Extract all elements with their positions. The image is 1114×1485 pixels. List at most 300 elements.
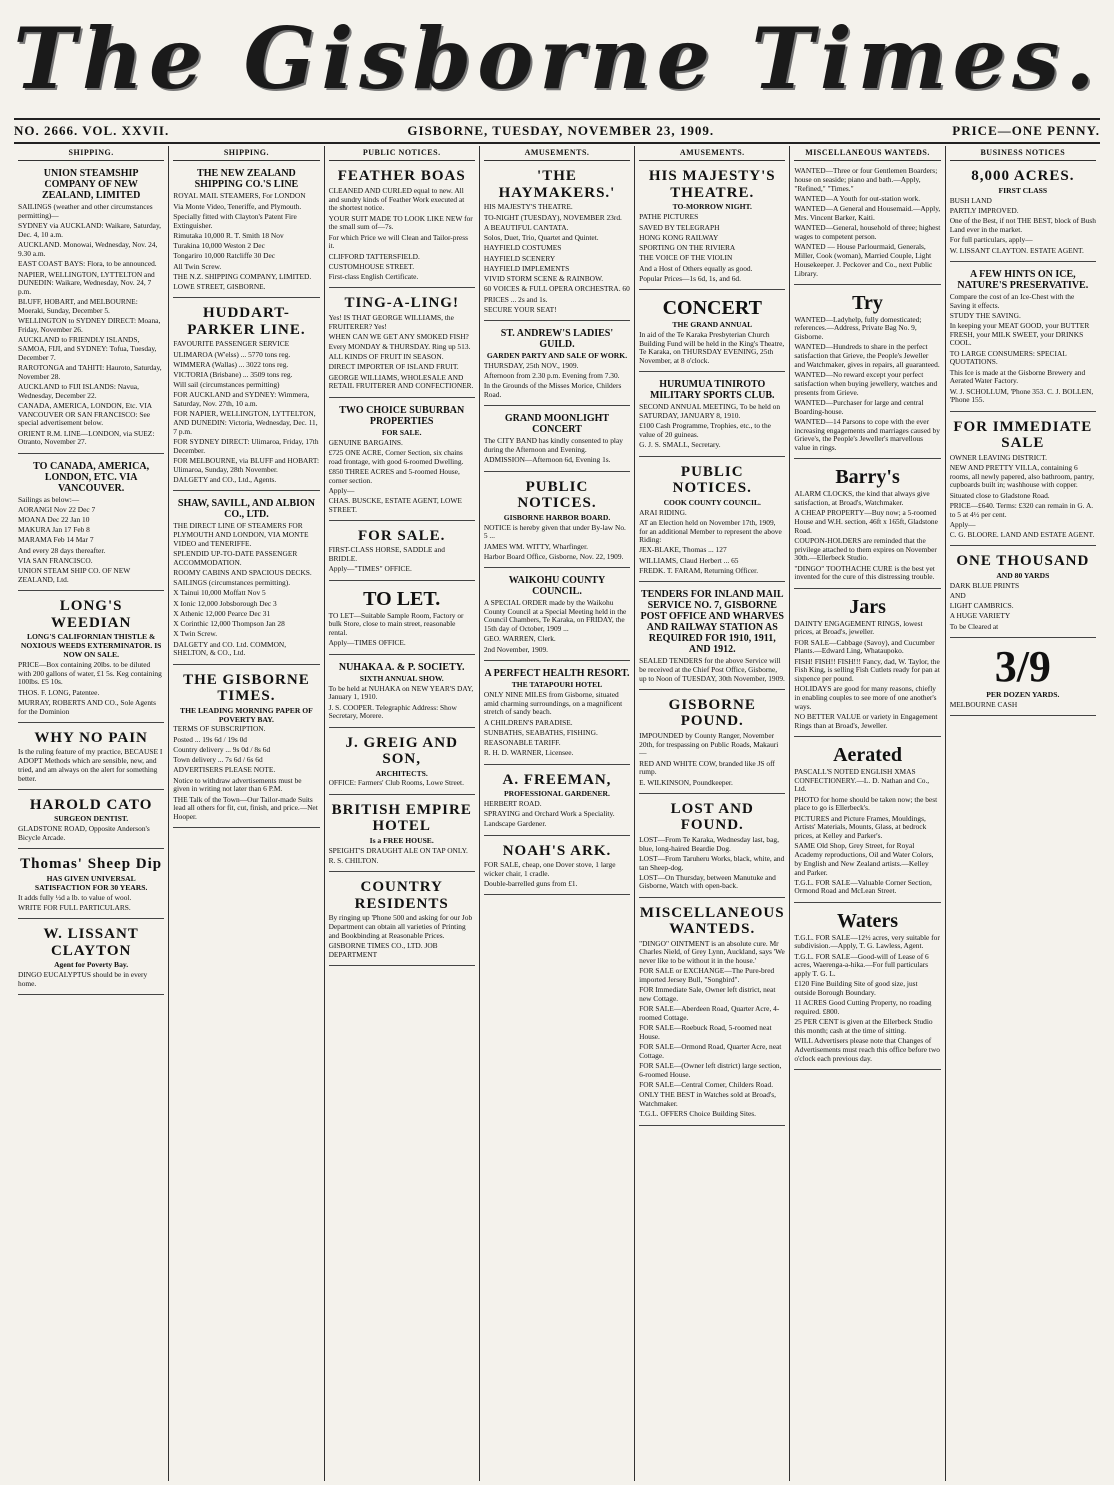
ad-text-line: Situated close to Gladstone Road. [949,490,1050,500]
ad-text-line: SPLENDID UP-TO-DATE PASSENGER ACCOMMODATION. [173,549,298,567]
ad-text-line: J. S. COOPER. Telegraphic Address: Show Secretary, Morere. [328,702,457,721]
ad-text-line: ROYAL MAIL STEAMERS, For LONDON [173,191,306,201]
advertisement [484,768,630,836]
ad-text-line: Apply—"TIMES" OFFICE. [328,564,412,574]
ad-text-line: The CITY BAND has kindly consented to play during the Afternoon and Evening. [483,436,623,455]
ad-title: TING-A-LING! [344,295,459,312]
ad-text-line: SECOND ANNUAL MEETING, To be held on SATURDAY, JANUARY 8, 1910. [639,402,781,421]
ad-text-line: WANTED—Ladyhelp, fully domesticated; references.—Address, Private Bag No. 9, Gisborne. [794,314,922,342]
ad-text-line: Rimutaka 10,000 R. T. Smith 18 Nov [173,230,284,240]
ad-text-line: GLADSTONE ROAD, Opposite Anderson's Bicycle Arcade. [18,824,150,843]
ad-text-line: LOST—From Taruheru Works, black, white, and tan Sheep-dog. [639,853,785,872]
ad-text-line: X Athenic 12,000 Pearce Dec 31 [173,608,271,618]
ad-text-line: NEW AND PRETTY VILLA, containing 6 rooms, all newly papered, also bathroom, pantry, cupboards built in; washhouse with copper. [949,462,1095,490]
ad-text-line: PRICES ... 2s and 1s. [483,294,548,304]
advertisement [329,164,475,288]
columns [14,146,1100,1481]
ad-title: BRITISH EMPIRE HOTEL [331,801,472,835]
ad-title: Waters [837,909,899,932]
ad-text-line: AORANGI Nov 22 Dec 7 [18,504,96,514]
newspaper-title: The Gisborne Times. [13,9,1101,108]
ad-title: Jars [849,595,886,618]
ad-subtitle: THE GRAND ANNUAL [672,320,753,330]
ad-subtitle: GISBORNE HARBOR BOARD. [503,512,611,522]
ad-title: 3/9 [994,641,1051,691]
advertisement [329,291,475,397]
ad-text-line: Sailings as below:— [18,494,80,504]
ad-text-line: Tongariro 10,000 Ratcliffe 30 Dec [173,251,276,261]
ad-text-line: CUSTOMHOUSE STREET. [328,261,415,271]
ad-title: WAIKOHU COUNTY COUNCIL. [508,575,606,597]
ad-subtitle: LONG'S CALIFORNIAN THISTLE & NOXIOUS WEEDS EXTERMINATOR. IS NOW ON SALE. [20,632,162,660]
ad-text-line: FAVOURITE PASSENGER SERVICE [173,339,290,349]
ad-title: HURUMUA TINIROTO MILITARY SPORTS CLUB. [649,379,775,402]
ad-text-line: FOR SALE—Ormond Road, Quarter Acre, neat Cottage. [639,1042,782,1061]
ad-text-line: For which Price we will Clean and Tailor-press it. [328,232,468,251]
ad-text-line: For full particulars, apply— [949,235,1033,245]
ad-text-line: THE DIRECT LINE OF STEAMERS FOR PLYMOUTH AND LONDON, VIA MONTE VIDEO and TENERIFFE. [173,521,309,548]
ad-title: ONE THOUSAND [956,553,1090,570]
advertisement [329,401,475,521]
ad-title: UNION STEAMSHIP COMPANY OF NEW ZEALAND, LIMITED [41,168,141,202]
ad-title: THE GISBORNE TIMES. [183,671,310,705]
ad-text-line: HONG KONG RAILWAY [639,232,719,242]
ad-text-line: RED AND WHITE COW, branded like JS off rump. [639,758,775,777]
ad-text-line: "DINGO" TOOTHACHE CURE is the best yet invented for the cure of this distressing trouble. [794,563,935,582]
ad-text-line: SPRAYING and Orchard Work a Speciality. [483,809,615,819]
ad-text-line: Apply— [328,485,355,495]
ad-text-line: In aid of the Te Karaka Presbyterian Church Building Fund will be held in the King's Theatre, Te Karaka, on THURSDAY EVENING, 25th November, at 8 o'clock. [639,329,785,366]
ad-text-line: UNION STEAM SHIP CO. OF NEW ZEALAND, Ltd. [18,566,131,584]
advertisement [173,668,319,829]
ad-text-line: BUSH LAND [949,195,992,205]
ad-text-line: PHOTO for home should be taken now; the best place to go is Ellerbeck's. [794,794,938,813]
ad-text-line: WELLINGTON to SYDNEY DIRECT: Moana, Friday, November 26. [18,316,161,334]
ad-text-line: X Twin Screw. [173,629,218,639]
ad-text-line: Solos, Duet, Trio, Quartet and Quintet. [483,233,599,243]
ad-text-line: WILL Advertisers please note that Changes of Advertisements must reach this office before two o'clock each previous day. [794,1036,940,1063]
ad-text-line: WANTED—No reward except your perfect satisfaction when buying jewellery, watches and presents from Grieve. [794,370,938,397]
ad-text-line: BLUFF, HOBART, and MELBOURNE: Moeraki, Sunday, December 5. [18,297,138,316]
advertisement [329,524,475,581]
advertisement [484,409,630,471]
ad-title: CONCERT [662,297,762,320]
advertisement [639,693,785,794]
ad-title: HAROLD CATO [29,796,153,813]
advertisement [18,922,164,995]
ad-subtitle: Is a FREE HOUSE. [369,835,434,845]
ad-text-line: FOR SALE—Central Corner, Childers Road. [639,1080,774,1090]
ad-text-line: ULIMAROA (W'elss) ... 5770 tons reg. [173,349,291,359]
ad-title: FOR SALE. [358,527,446,544]
ad-text-line: E. WILKINSON, Poundkeeper. [639,777,733,787]
ad-text-line: THOS. F. LONG, Patentee. [18,687,100,697]
ad-title: MISCELLANEOUS WANTEDS. [639,904,785,938]
ad-text-line: SAILINGS (weather and other circumstances permitting)— [18,202,153,221]
ad-text-line: A SPECIAL ORDER made by the Waikohu County Council at a Special Meeting held in the Council Chambers, Te Karaka, on FRIDAY, the 15th day of October, 1909 ... [483,598,627,634]
ad-text-line: SAILINGS (circumstances permitting). [173,578,291,588]
ad-title: TWO CHOICE SUBURBAN PROPERTIES [339,404,465,427]
ad-text-line: COUPON-HOLDERS are reminded that the privilege attached to them expires on November 30th.—Ellerbeck Studio. [794,535,937,563]
ad-text-line: A CHILDREN'S PARADISE. [483,717,573,727]
ad-text-line: NAPIER, WELLINGTON, LYTTELTON and DUNEDIN: Waikare, Wednesday, Nov. 24, 7 p.m. [18,269,155,297]
column [635,146,790,1481]
advertisement [794,288,940,460]
ad-text-line: T.G.L. FOR SALE—Good-will of Lease of 6 acres, Waerenga-a-hika.—For full particulars apply T. G. L. [794,951,929,979]
ad-text-line: £100 Cash Programme, Trophies, etc., to the value of 20 guineas. [639,421,771,440]
ad-text-line: CLEANED AND CURLED equal to new. All and sundry kinds of Feather Work executed at the shortest notice. [328,185,465,213]
ad-text-line: DALGETY and CO., Ltd., Agents. [173,475,277,485]
ad-text-line: AUCKLAND. Monowai, Wednesday, Nov. 24, 9.30 a.m. [18,240,158,259]
ad-text-line: HIS MAJESTY'S THEATRE. [483,202,573,212]
advertisement [329,731,475,795]
ad-text-line: FOR NAPIER, WELLINGTON, LYTTELTON, AND DUNEDIN: Victoria, Wednesday, Dec. 11, 7 p.m. [173,409,318,436]
ad-text-line: 11 ACRES Good Cutting Property, no roading required. £800. [794,998,932,1017]
price: PRICE—ONE PENNY. [952,123,1100,138]
ad-text-line: NO BETTER VALUE or variety in Engagement Rings than at Broad's, Jeweller. [794,711,938,730]
ad-subtitle: AND 80 YARDS [996,570,1050,580]
ad-text-line: R. S. CHILTON. [328,855,379,865]
ad-text-line: JAMES WM. WITTY, Wharfinger. [483,541,588,551]
advertisement [484,164,630,321]
ad-text-line: 2nd November, 1909. [483,644,548,654]
ad-text-line: £725 ONE ACRE, Corner Section, six chains road frontage, with good 6-roomed Dwelling. [328,447,464,466]
advertisement [329,584,475,655]
ad-text-line: FIRST-CLASS HORSE, SADDLE and BRIDLE. [328,545,445,564]
ad-title: THE NEW ZEALAND SHIPPING CO.'S LINE [194,168,299,191]
ad-text-line: Harbor Board Office, Gisborne, Nov. 22, 1909. [483,551,624,561]
column-heading: AMUSEMENTS. [484,146,630,161]
ad-text-line: PICTURES and Picture Frames, Mouldings, Artists' Materials, Mounts, Glass, at bedrock prices, at Kelley and Parker's. [794,813,927,841]
advertisement [173,164,319,298]
ad-text-line: HERBERT ROAD. [483,798,542,808]
ad-text-line: In keeping your MEAT GOOD, your BUTTER FRESH, your MILK SWEET, your DRINKS COOL. [949,321,1090,348]
advertisement [794,906,940,1070]
ad-text-line: "DINGO" OINTMENT is an absolute cure. Mr Charles Nield, of Grey Lynn, Auckland, says 'We never like to be without it in the house.' [639,938,785,966]
ad-text-line: DINGO EUCALYPTUS should be in every home. [18,970,148,988]
ad-text-line: A BEAUTIFUL CANTATA. [483,222,569,232]
advertisement [18,793,164,849]
ad-subtitle: THE TATAPOURI HOTEL [511,679,603,689]
ad-text-line: ADMISSION—Afternoon 6d, Evening 1s. [483,455,611,465]
ad-title: Thomas' Sheep Dip [20,856,163,873]
ad-text-line: SPORTING ON THE RIVIERA [639,243,736,253]
column-heading: MISCELLANEOUS WANTEDS. [794,146,940,161]
ad-text-line: By ringing up 'Phone 500 and asking for our Job Department can obtain all varieties of Printing and Bookbinding at Reasonable Prices. [328,913,473,940]
ad-text-line: RAROTONGA and TAHITI: Hauroto, Saturday, November 28. [18,362,162,381]
ad-text-line: Afternoon from 2.30 p.m. Evening from 7.30. [483,371,620,381]
ad-text-line: SUNBATHS, SEABATHS, FISHING. [483,727,598,737]
advertisement [639,164,785,290]
ad-text-line: PRICE—Box containing 20lbs. to be diluted with 200 gallons of water, £1 5s. Keg containing 100lbs. £5 10s. [18,660,162,687]
ad-text-line: TO LET—Suitable Sample Room, Factory or bulk Store, close to main street, reasonable rental. [328,610,464,638]
advertisement [639,901,785,1126]
ad-text-line: Is the ruling feature of my practice, BECAUSE I ADOPT Methods which are sensible, new, and tried, and am always on the alert for something better. [18,747,163,783]
ad-subtitle: SIXTH ANNUAL SHOW. [359,673,444,683]
ad-text-line: THURSDAY, 25th NOV., 1909. [483,360,579,370]
ad-title: FEATHER BOAS [337,168,466,185]
advertisement [950,265,1096,412]
ad-text-line: W. J. SCHOLLUM, 'Phone 353. C. J. BOLLEN, 'Phone 155. [949,386,1094,405]
ad-text-line: ALL KINDS OF FRUIT IN SEASON. [328,352,444,362]
ad-text-line: WANTED—Purchaser for large and central Boarding-house. [794,397,924,416]
ad-title: COUNTRY RESIDENTS [354,879,449,912]
ad-text-line: HOLIDAYS are good for many reasons, chiefly in enabling couples to see more of one another's ways. [794,684,937,711]
ad-subtitle: FOR SALE. [381,427,422,437]
ad-text-line: FOR SALE—Aberdeen Road, Quarter Acre, 4-roomed Cottage. [639,1004,780,1023]
column [169,146,324,1481]
advertisement [794,740,940,903]
ad-title: GISBORNE POUND. [668,696,756,730]
ad-text-line: Via Monte Video, Teneriffe, and Plymouth. [173,201,302,211]
ad-text-line: Notice to withdraw advertisements must be given in writing not later than 6 P.M. [173,775,302,794]
ad-text-line: SECURE YOUR SEAT! [483,304,557,314]
ad-title: NUHAKA A. & P. SOCIETY. [338,661,465,673]
ad-text-line: Popular Prices—1s 6d, 1s, and 6d. [639,273,741,283]
ad-title: PUBLIC NOTICES. [517,478,597,512]
ad-text-line: Double-barrelled guns from £1. [483,879,578,889]
ad-text-line: OWNER LEAVING DISTRICT. [949,452,1047,462]
ad-text-line: WANTED—Three or four Gentlemen Boarders; house on seaside; piano and bath.—Apply, "Refined," "Times." [794,166,938,193]
column [946,146,1100,1481]
ad-text-line: It adds fully ½d a lb. to value of wool. [18,892,132,902]
advertisement [173,301,319,491]
ad-text-line: WRITE FOR FULL PARTICULARS. [18,902,131,912]
advertisement [639,460,785,583]
ad-text-line: To be held at NUHAKA on NEW YEAR'S DAY, January 1, 1910. [328,683,474,702]
ad-text-line: DARK BLUE PRINTS [949,580,1020,590]
ad-text-line: LOST—From Te Karaka, Wednesday last, bag, blue, long-haired Beardie Dog. [639,834,779,853]
ad-text-line: FOR SALE—(Owner left district) large section, 6-roomed House. [639,1061,782,1079]
column-heading: SHIPPING. [173,146,319,161]
ad-text-line: WANTED—Hundreds to share in the perfect satisfaction that Grieve, the People's Jeweller and Watchmaker, gives in repairs, all guaranteed. [794,342,940,369]
ad-text-line: Specially fitted with Clayton's Patent Fire Extinguisher. [173,211,297,230]
ad-text-line: Landscape Gardener. [483,819,547,829]
ad-text-line: GENUINE BARGAINS. [328,437,403,447]
ad-text-line: T.G.L. OFFERS Choice Building Sites. [639,1109,757,1119]
ad-text-line: NOTICE is hereby given that under By-law No. 5 ... [483,522,626,541]
place-date: GISBORNE, TUESDAY, NOVEMBER 23, 1909. [407,123,715,138]
ad-text-line: G. J. S. SMALL, Secretary. [639,440,721,450]
ad-text-line: FOR MELBOURNE, via BLUFF and HOBART: Ulimaroa, Sunday, 28th November. [173,456,320,474]
advertisement [484,664,630,765]
ad-title: PUBLIC NOTICES. [672,463,752,497]
ad-text-line: WANTED—A Youth for out-station work. [794,194,921,204]
column-heading: SHIPPING. [18,146,164,161]
ad-text-line: HAYFIELD SCENERY [483,253,556,263]
ad-text-line: TO-NIGHT (TUESDAY), NOVEMBER 23rd. [483,212,622,222]
advertisement [639,293,785,372]
ad-text-line: MURRAY, ROBERTS AND CO., Sole Agents for the Dominion [18,697,156,716]
ad-text-line: ALARM CLOCKS, the kind that always give satisfaction, at Broad's, Watchmaker. [794,489,930,507]
ad-text-line: OFFICE: Farmers' Club Rooms, Lowe Street. [328,778,464,788]
column [790,146,945,1481]
ad-text-line: FOR SALE—Cabbage (Savoy), and Cucumber Plants.—Edward Ling, Whataupoko. [794,637,935,656]
ad-text-line: SAVED BY TELEGRAPH [639,222,720,232]
ad-subtitle: GARDEN PARTY AND SALE OF WORK. [486,351,628,361]
ad-text-line: And every 28 days thereafter. [18,545,106,555]
advertisement [484,324,630,406]
advertisement [18,594,164,723]
ad-title: Try [852,291,883,314]
ad-title: A. FREEMAN, [502,771,612,788]
column-heading: PUBLIC NOTICES. [329,146,475,161]
ad-subtitle: PER DOZEN YARDS. [986,689,1060,699]
ad-subtitle: TO-MORROW NIGHT. [672,202,752,212]
ad-text-line: TERMS OF SUBSCRIPTION. [173,724,266,734]
ad-title: A FEW HINTS ON ICE, NATURE'S PRESERVATIVE. [957,268,1089,291]
advertisement [173,494,319,664]
ad-title: LONG'S WEEDIAN [50,598,132,631]
issue-number: NO. 2666. VOL. XXVII. [14,123,170,138]
ad-text-line: Turakina 10,000 Weston 2 Dec [173,241,265,251]
ad-text-line: FOR SALE or EXCHANGE—The Pure-bred imported Jersey Bull, "Songbird". [639,966,775,985]
ad-text-line: FOR AUCKLAND and SYDNEY: Wimmera, Saturday, Nov. 27th, 10 a.m. [173,390,310,409]
ad-text-line: STUDY THE SAVING. [949,310,1021,320]
ad-text-line: ORIENT R.M. LINE—LONDON, via SUEZ: Otranto, November 27. [18,428,155,447]
ad-title: LOST AND FOUND. [670,800,754,834]
ad-text-line: THE N.Z. SHIPPING COMPANY, LIMITED. [173,271,312,281]
ad-text-line: IMPOUNDED by County Ranger, November 20th, for trespassing on Public Roads, Makauri— [639,730,779,758]
ad-text-line: THE Talk of the Town—Our Tailor-made Suits lead all others for fit, cut, finish, and price.—Net Hooper. [173,794,318,822]
advertisement [639,585,785,690]
ad-text-line: 25 PER CENT is given at the Ellerbeck Studio this month; cash at the time of sitting. [794,1017,933,1036]
ad-title: 8,000 ACRES. [971,168,1075,185]
ad-text-line: MELBOURNE CASH [949,699,1018,709]
ad-text-line: MARAMA Feb 14 Mar 7 [18,535,94,545]
ad-text-line: Every MONDAY & THURSDAY. Ring up 513. [328,341,471,351]
ad-text-line: REASONABLE TARIFF. [483,738,561,748]
ad-text-line: VIVID STORM SCENE & RAINBOW. [483,274,604,284]
ad-text-line: Country delivery ... 9s 0d / 8s 6d [173,744,271,754]
column [14,146,169,1481]
ad-title: NOAH'S ARK. [502,842,612,859]
advertisement [329,658,475,728]
ad-title: HUDDART-PARKER LINE. [187,305,306,338]
ad-subtitle: PROFESSIONAL GARDENER. [504,789,610,798]
ad-text-line: DALGETY and CO. Ltd. COMMON, SHELTON, & CO., Ltd. [173,639,287,658]
ad-text-line: HAYFIELD IMPLEMENTS [483,263,570,273]
ad-text-line: All Twin Screw. [173,261,222,271]
ad-text-line: WANTED—14 Parsons to cope with the ever increasing engagements and marriages caused by Grieve's, the People's Jeweller's marvellous value in rings. [794,416,940,453]
advertisement [794,164,940,284]
ad-title: W. LISSANT CLAYTON [43,926,139,959]
ad-text-line: X Ionic 12,000 Jobsborough Dec 3 [173,598,277,608]
ad-text-line: FOR SALE, cheap, one Dover stove, 1 large wicker chair, 1 cradle. [483,860,616,878]
column-heading: AMUSEMENTS. [639,146,785,161]
advertisement [18,726,164,790]
ad-text-line: A HUGE VARIETY [949,611,1011,621]
advertisement [484,839,630,896]
ad-text-line: FREDK. T. FARAM, Returning Officer. [639,565,759,575]
ad-text-line: VIA SAN FRANCISCO. [18,555,93,565]
ad-text-line: PARTLY IMPROVED. [949,206,1019,216]
ad-title: Aerated [833,743,902,766]
ad-text-line: £850 THREE ACRES and 5-roomed House, corner section. [328,466,460,485]
ad-text-line: CANADA, AMERICA, LONDON, Etc. VIA VANCOUVER OR SAN FRANCISCO: See special advertisement below. [18,400,152,428]
advertisement [794,462,940,588]
ad-text-line: First-class English Certificate. [328,272,419,282]
ad-text-line: This Ice is made at the Gisborne Brewery and Aerated Water Factory. [949,367,1086,386]
advertisement [329,798,475,872]
ad-text-line: Posted ... 19s 6d / 19s 0d [173,734,247,744]
ad-text-line: W. LISSANT CLAYTON. ESTATE AGENT. [949,245,1084,255]
ad-text-line: R. H. D. WARNER, Licensee. [483,748,574,758]
ad-title: FOR IMMEDIATE SALE [953,418,1093,452]
ad-text-line: JEX-BLAKE, Thomas ... 127 [639,545,727,555]
ad-text-line: CLIFFORD TATTERSFIELD. [328,251,420,261]
advertisement [639,797,785,898]
ad-text-line: Town delivery ... 7s 6d / 6s 6d [173,755,263,765]
ad-title: GRAND MOONLIGHT CONCERT [504,413,610,436]
ad-title: Barry's [835,466,900,489]
advertisement [950,164,1096,261]
ad-text-line: And a Host of Others equally as good. [639,263,753,273]
ad-text-line: SPEIGHT'S DRAUGHT ALE ON TAP ONLY. [328,845,468,855]
ad-title: WHY NO PAIN [34,729,148,746]
column-heading: BUSINESS NOTICES [950,146,1096,161]
ad-text-line: WHEN CAN WE GET ANY SMOKED FISH? [328,331,469,341]
ad-text-line: T.G.L. FOR SALE—Valuable Corner Section, Ormond Road and McLean Street. [794,877,932,896]
ad-text-line: ONLY THE BEST in Watches sold at Broad's, Watchmaker. [639,1090,776,1109]
ad-text-line: FISH! FISH!! FISH!!! Fancy, dad, W. Taylor, the Fish King, is selling Fish Cutlets ready for pan at sixpence per pound. [794,656,940,684]
ad-text-line: SYDNEY via AUCKLAND: Waikare, Saturday, Dec. 4, 10 a.m. [18,221,162,240]
ad-text-line: SEALED TENDERS for the above Service will be received at the Chief Post Office, Gisborne, up to Noon of TUESDAY, 30th November, 1909. [639,656,785,683]
ad-text-line: Compare the cost of an Ice-Chest with the Saving it effects. [949,291,1075,310]
ad-text-line: YOUR SUIT MADE TO LOOK LIKE NEW for the small sum of—7s. [328,213,473,232]
ad-text-line: C. G. BLOORE. LAND AND ESTATE AGENT. [949,529,1095,539]
ad-text-line: CHAS. BUSCKE, ESTATE AGENT, LOWE STREET. [328,496,462,514]
ad-text-line: In the Grounds of the Misses Morice, Childers Road. [483,381,622,400]
ad-text-line: TO LARGE CONSUMERS: SPECIAL QUOTATIONS. [949,348,1067,367]
ad-text-line: FOR SYDNEY DIRECT: Ulimaroa, Friday, 17th December. [173,437,319,455]
advertisement [18,164,164,453]
ad-text-line: ADVERTISERS PLEASE NOTE. [173,765,276,775]
ad-subtitle: COOK COUNTY COUNCIL. [663,497,761,507]
ad-title: SHAW, SAVILL, AND ALBION CO., LTD. [177,498,315,521]
ad-text-line: ARAI RIDING. [639,507,687,517]
ad-text-line: X Corinthic 12,000 Thompson Jan 28 [173,619,285,629]
ad-text-line: AUCKLAND to FRIENDLY ISLANDS, SAMOA, FIJI, and SYDNEY: Tofua, Tuesday, December 7. [18,335,157,362]
ad-subtitle: FIRST CLASS [998,185,1048,195]
advertisement [18,457,164,592]
advertisement [484,571,630,661]
masthead [0,0,1114,118]
ad-subtitle: ARCHITECTS. [375,768,428,778]
ad-text-line: ONLY NINE MILES from Gisborne, situated amid charming surroundings, on a magnificent stretch of sandy beach. [483,689,623,717]
ad-title: TO LET. [363,587,441,610]
advertisement [329,875,475,966]
ad-text-line: Will sail (circumstances permitting) [173,380,280,390]
ad-text-line: T.G.L. FOR SALE—12½ acres, very suitable for subdivision.—Apply, T. G. Lawless, Agent. [794,932,940,951]
column [480,146,635,1481]
ad-text-line: WANTED—A General and Housemaid.—Apply, Mrs. Vincent Barker, Kaiti. [794,204,941,223]
ad-subtitle: HAS GIVEN UNIVERSAL SATISFACTION FOR 30 YEARS. [34,873,148,892]
ad-text-line: AT an Election held on November 17th, 1909, for an additional Member to represent the above Riding: [639,517,782,545]
ad-text-line: X Tainui 10,000 Moffatt Nov 5 [173,588,266,598]
ad-text-line: EAST COAST BAYS: Flora, to be announced. [18,259,157,269]
ad-text-line: Apply— [949,519,976,529]
ad-text-line: Apply—TIMES OFFICE. [328,638,406,648]
ad-text-line: HAYFIELD COSTUMES [483,243,562,253]
ad-text-line: VICTORIA (Brisbane) ... 3509 tons reg. [173,369,293,379]
ad-text-line: WANTED — House Parlourmaid, Generals, Miller, Cook (woman), Married Couple, Light Housekeeper. J. Peckover and Co., next Public Library. [794,242,933,278]
ad-text-line: One of the Best, if not THE BEST, block of Bush Land ever in the market. [949,216,1096,235]
ad-text-line: A CHEAP PROPERTY—Buy now; a 5-roomed House and W.H. section, 46ft x 165ft, Gladstone Road. [794,508,938,535]
ad-subtitle: SURGEON DENTIST. [54,814,129,824]
ad-title: A PERFECT HEALTH RESORT. [484,667,630,679]
advertisement [484,475,630,568]
